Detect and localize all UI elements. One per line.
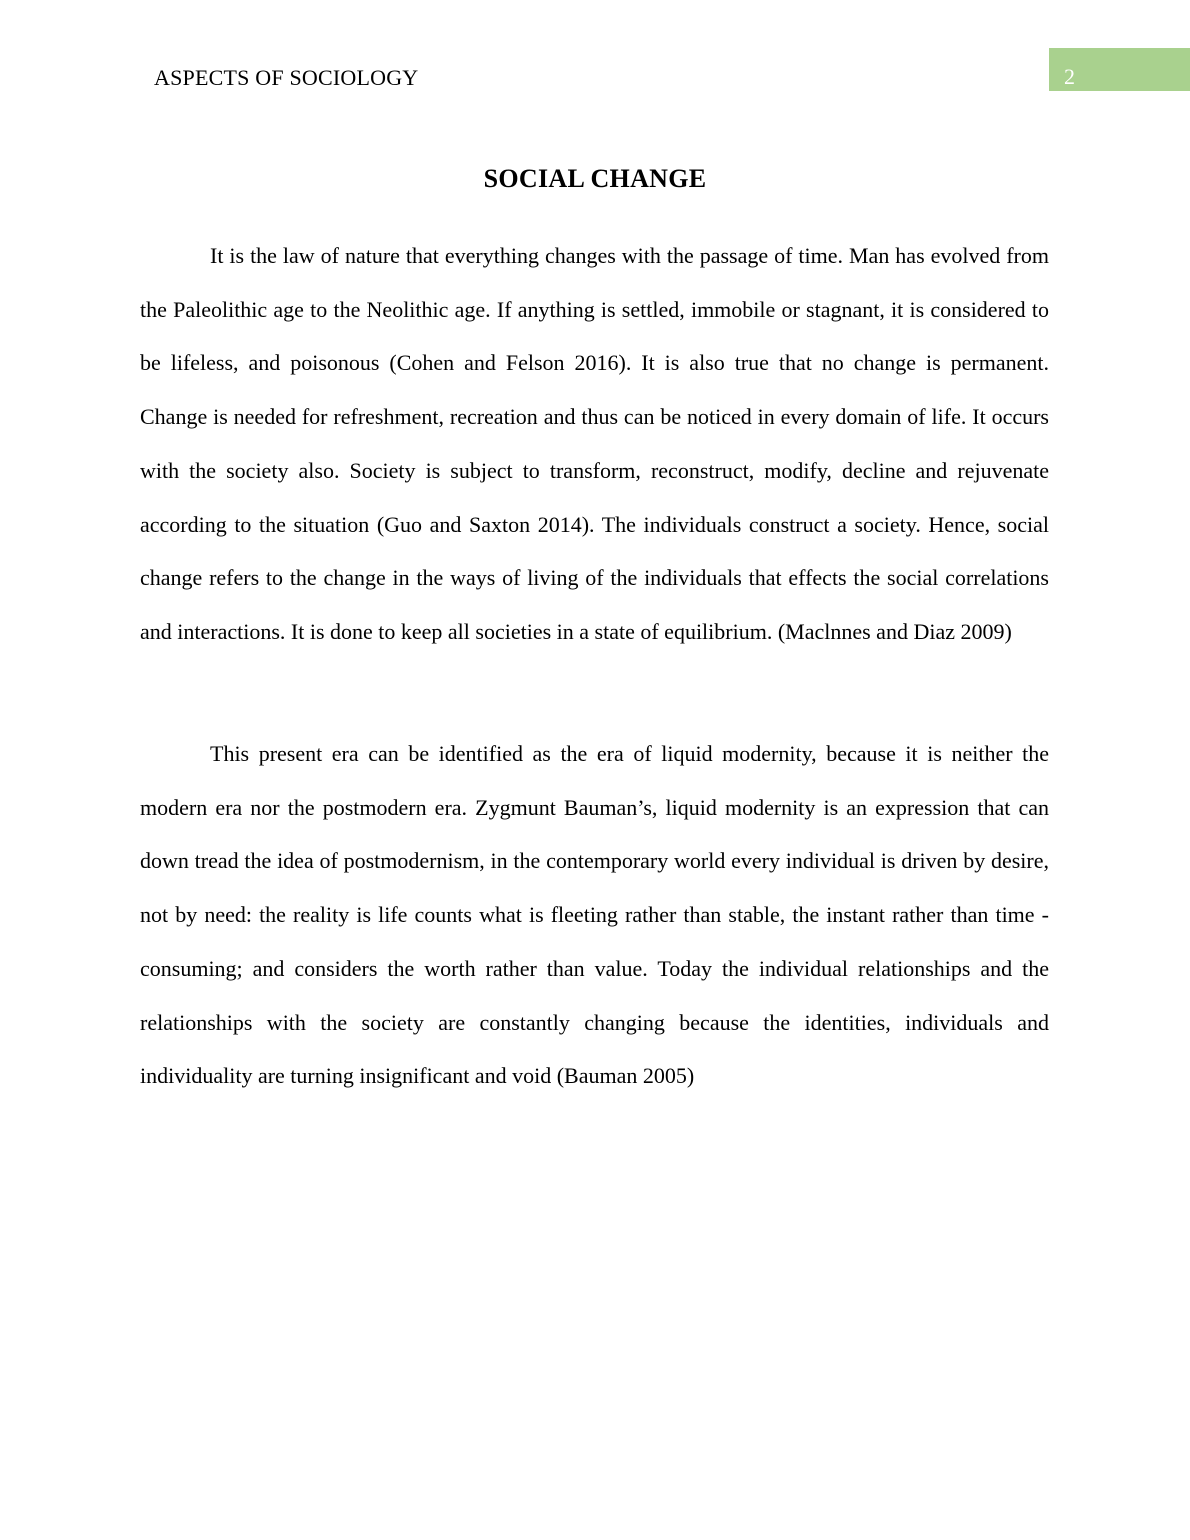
paragraph-2: [140, 727, 1049, 1103]
page-number: 2: [1064, 64, 1075, 89]
paragraph-1: [140, 229, 1049, 659]
page-number-badge: [1049, 48, 1190, 91]
paragraph-text: This present era can be identified as the era of liquid modernity, because it is neither the modern era nor the postmodern era. Zygmunt Bauman’s, liquid modernity is an expression that can down tread the idea of postmodernism, in the contemporary world every individual is driven by desire, not by need: the reality is life counts what is fleeting rather than stable, the instant rather than time -consuming; and considers the worth rather than value. Today the individual relationships and the relationships with the society are constantly changing because the identities, individuals and individuality are turning insignificant and void (Bauman 2005): [140, 741, 1049, 1089]
paragraph-text: It is the law of nature that everything changes with the passage of time. Man has evolved from the Paleolithic age to the Neolithic age. If anything is settled, immobile or stagnant, it is considered to be lifeless, and poisonous (Cohen and Felson 2016). It is also true that no change is permanent. Change is needed for refreshment, recreation and thus can be noticed in every domain of life. It occurs with the society also. Society is subject to transform, reconstruct, modify, decline and rejuvenate according to the situation (Guo and Saxton 2014). The individuals construct a society. Hence, social change refers to the change in the ways of living of the individuals that effects the social correlations and interactions. It is done to keep all societies in a state of equilibrium. (Maclnnes and Diaz 2009): [140, 243, 1049, 644]
document-title: SOCIAL CHANGE: [483, 164, 707, 193]
running-head: ASPECTS OF SOCIOLOGY: [154, 65, 419, 90]
